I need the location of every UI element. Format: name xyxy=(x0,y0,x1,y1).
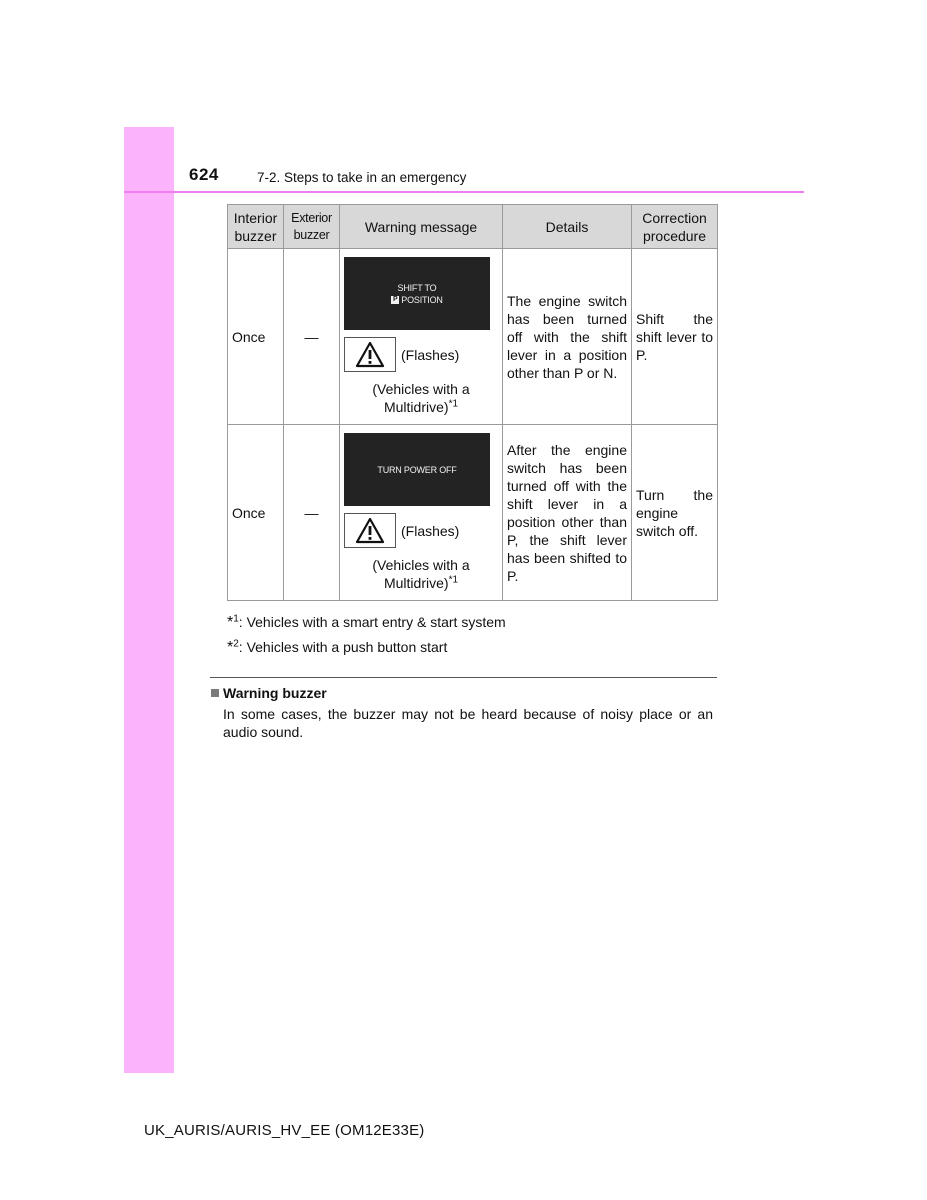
interior-buzzer-cell: Once xyxy=(228,425,284,601)
col-interior-buzzer: Interior buzzer xyxy=(228,205,284,249)
display-screen xyxy=(344,433,490,506)
display-screen xyxy=(344,257,490,330)
warning-message-cell xyxy=(340,425,503,601)
warning-table xyxy=(227,204,718,601)
p-position-icon: P xyxy=(393,296,398,304)
correction-cell: Turn the engine switch off. xyxy=(632,425,718,601)
footnotes xyxy=(227,610,506,660)
display-text-line: TURN POWER OFF xyxy=(377,464,457,475)
display-text-line: SHIFT TO xyxy=(397,282,437,293)
footnote: *$^2$: Vehicles with a push button start xyxy=(227,638,448,656)
footnote-ref: *1 xyxy=(448,398,459,410)
details-cell: After the engine switch has been turned off with the shift lever in a position other than P, the shift lever has been shifted to P. xyxy=(503,425,632,601)
col-warning-message: Warning message xyxy=(340,205,503,249)
footer-code: UK_AURIS/AURIS_HV_EE (OM12E33E) xyxy=(144,1122,425,1139)
side-tab-band xyxy=(124,127,174,1073)
flash-label: (Flashes) xyxy=(401,522,460,539)
vehicle-note: (Vehicles with a Multidrive)$^{*1}$ xyxy=(372,557,470,591)
exterior-buzzer-cell: — xyxy=(284,425,340,601)
table-row xyxy=(228,249,718,425)
details-cell: The engine switch has been turned off with the shift lever in a position other than P or N. xyxy=(503,249,632,425)
exterior-buzzer-cell: — xyxy=(284,249,340,425)
warning-message-cell xyxy=(340,249,503,425)
table-header-row xyxy=(228,205,718,249)
warning-triangle-icon xyxy=(344,337,396,372)
page-number: 624 xyxy=(189,165,219,184)
col-exterior-buzzer: Exterior buzzer xyxy=(284,205,340,249)
flash-label: (Flashes) xyxy=(401,346,460,363)
interior-buzzer-cell: Once xyxy=(228,249,284,425)
col-details: Details xyxy=(503,205,632,249)
correction-cell: Shift the shift lever to P. xyxy=(632,249,718,425)
vehicle-note: (Vehicles with a Multidrive)$^{*1}$ xyxy=(372,381,470,415)
note-body: In some cases, the buzzer may not be heard because of noisy place or an audio sound. xyxy=(223,706,713,740)
square-bullet-icon xyxy=(211,689,219,697)
footnote-ref: *1 xyxy=(448,574,459,586)
section-divider xyxy=(210,677,717,678)
header-rule xyxy=(124,191,804,193)
display-text-line: P POSITION xyxy=(393,294,443,305)
warning-triangle-icon xyxy=(344,513,396,548)
note-heading: Warning buzzer xyxy=(211,685,327,701)
col-correction-procedure: Correction procedure xyxy=(632,205,718,249)
footnote: *$^1$: Vehicles with a smart entry & start system xyxy=(227,613,506,631)
section-title: 7-2. Steps to take in an emergency xyxy=(257,170,467,185)
table-row xyxy=(228,425,718,601)
